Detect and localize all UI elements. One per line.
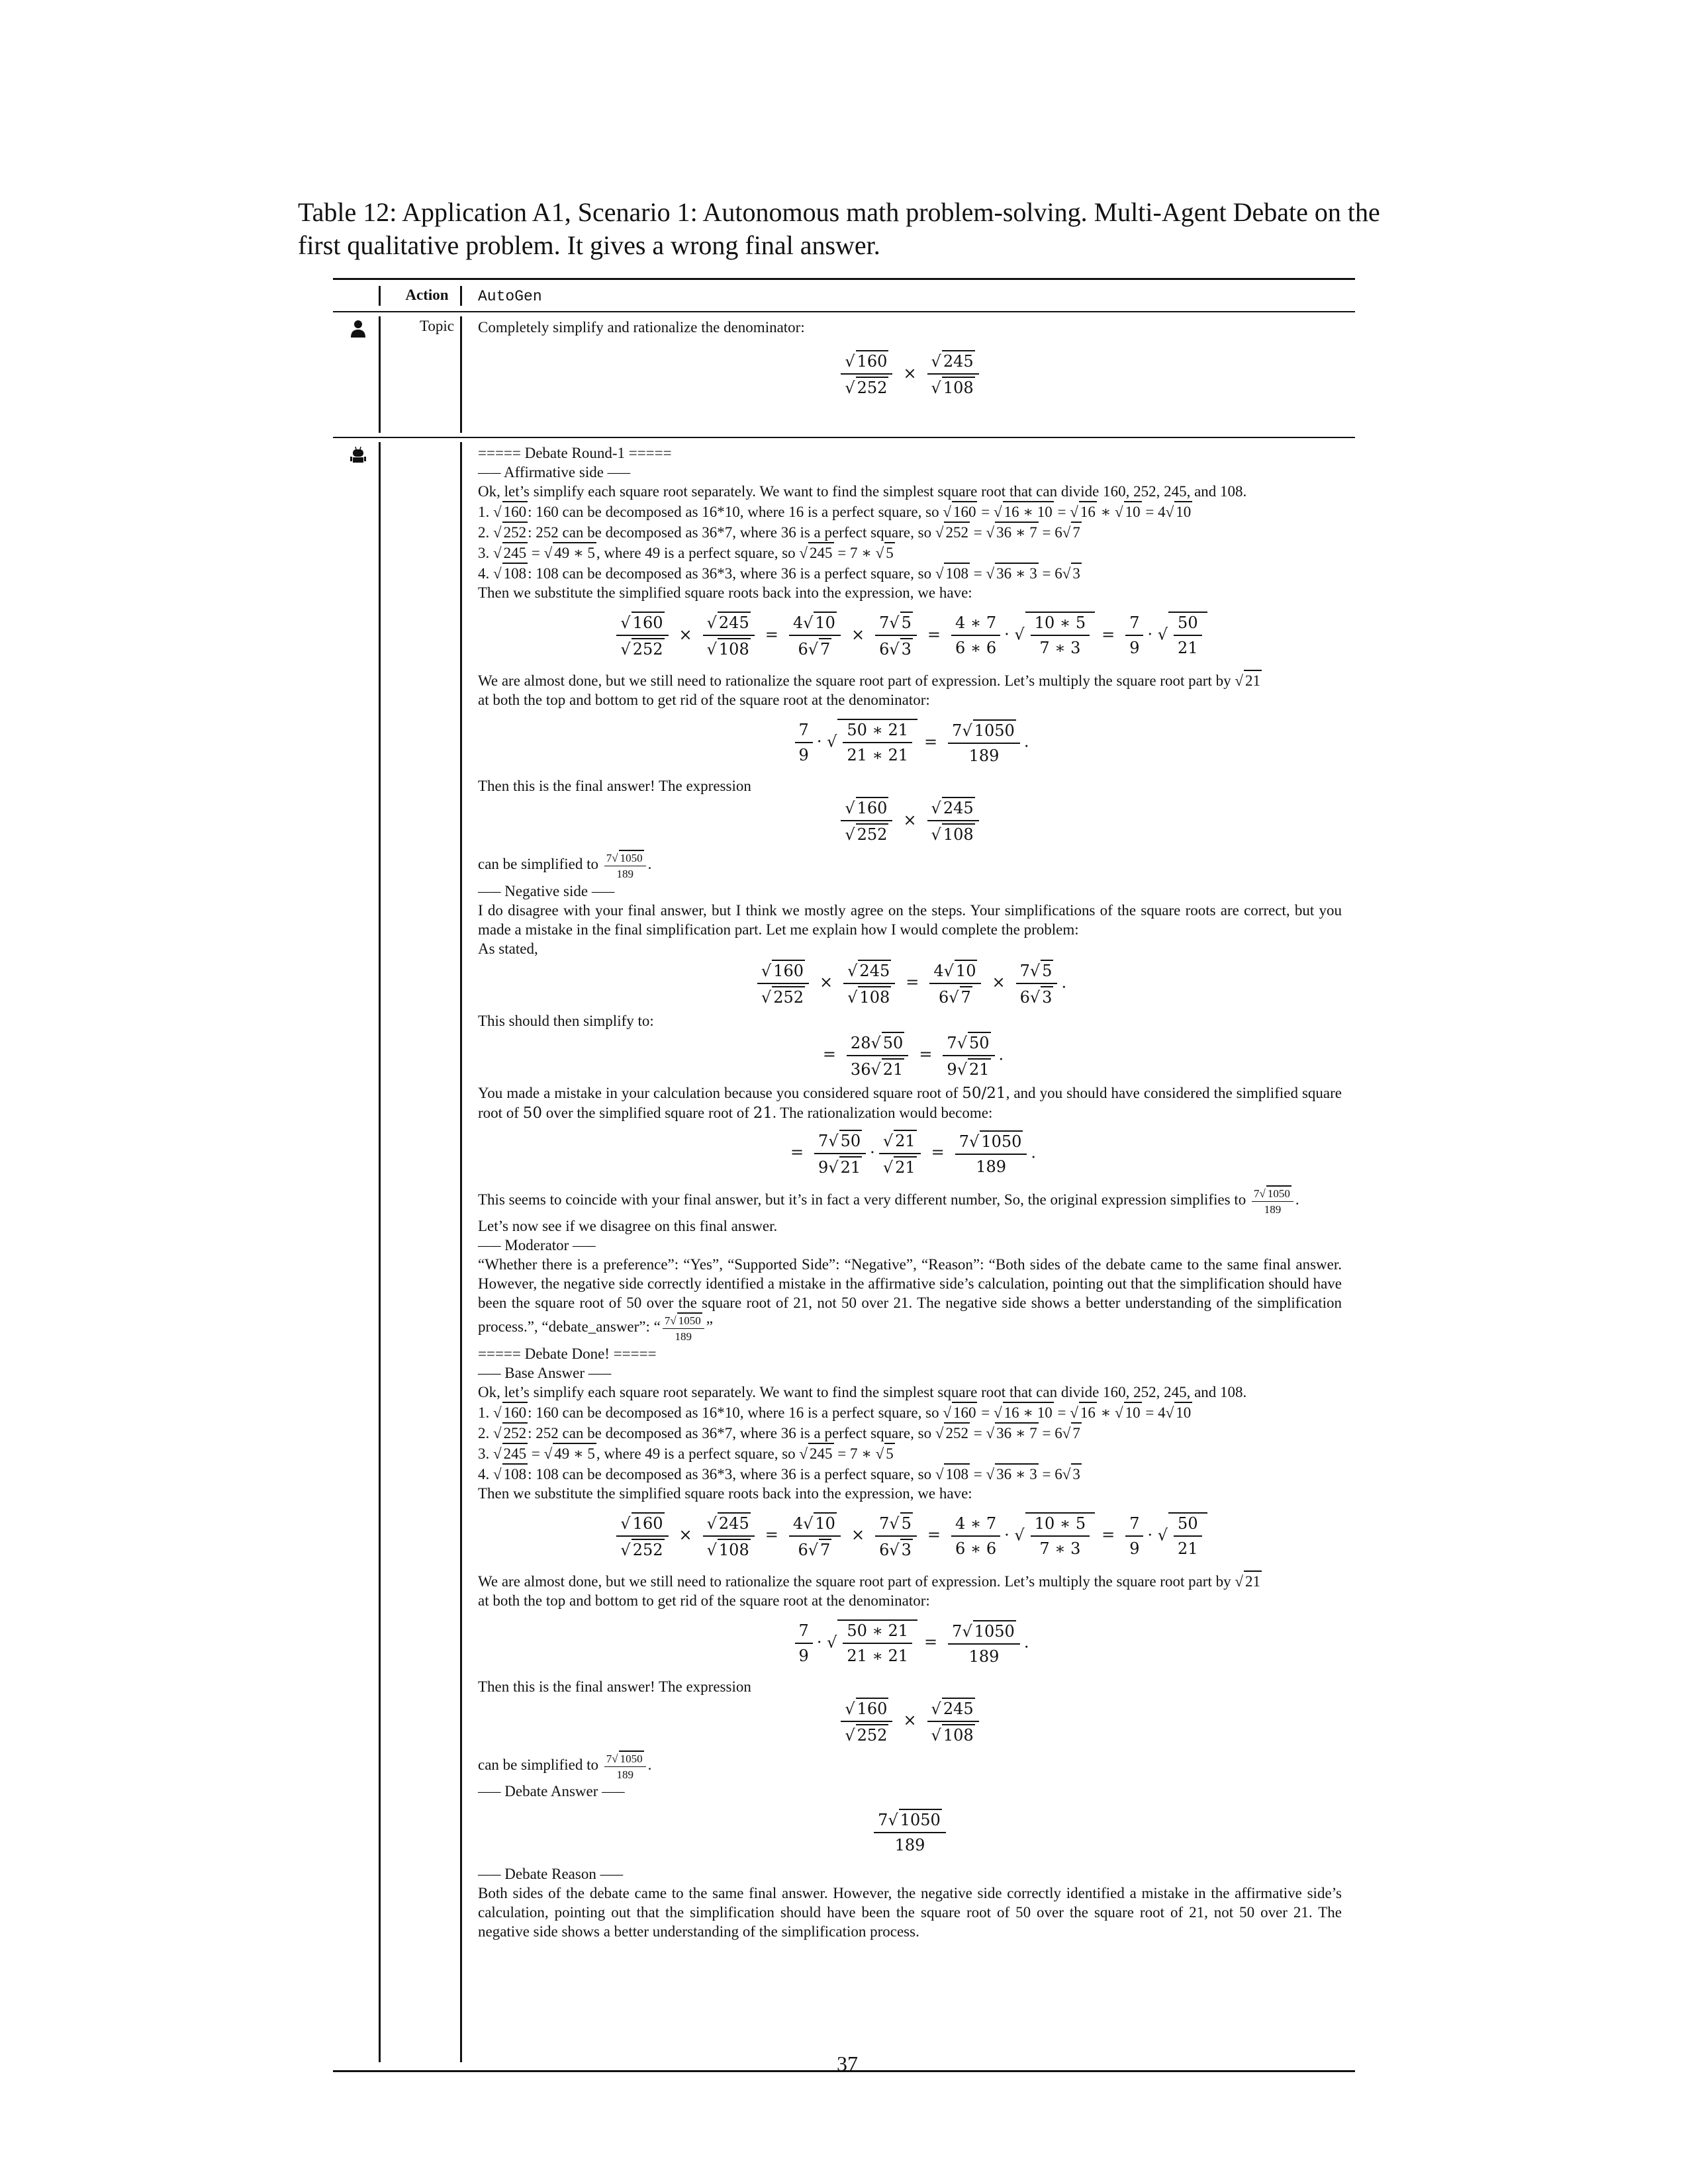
base-intro: Ok, let’s simplify each square root separately. We want to find the simplest square root that can divide 160, 252, 245, and 108. xyxy=(478,1383,1247,1400)
fraction: $\frac{√ 160}{√ 252}$ xyxy=(841,350,892,398)
base-step-3: 3. √ 245 = √ 49 ∗ 5, where 49 is a perfect square, so √ 245 = 7 ∗ √ 5 xyxy=(478,1443,1342,1463)
debate-content xyxy=(478,443,1342,1941)
aff-rationalize-2: at both the top and bottom to get rid of the square root at the denominator: xyxy=(478,692,930,708)
base-equation-1: $\frac{√ 160}{√ 252}$ × $\frac{√ 245}{√ 108}$ = $\frac{4√ 10}{6√ 7}$ × $\frac{7√ 5}{6√ 3}$ = $\frac{4 ∗ 7}{6 ∗ 6}$ · √ $\frac{10 ∗ 5}{7 ∗ 3}$ = $\frac{7}{9}$ · √ $\frac{50}{21}$ xyxy=(478,1512,1342,1560)
debate-reason-heading: —– Debate Reason —– xyxy=(478,1866,624,1882)
col-separator-1-row2 xyxy=(379,442,381,2062)
base-step-2: 2. √ 252: 252 can be decomposed as 36*7, where 36 is a perfect square, so √ 252 = √ 36 ∗ 7 = 6√ 7 xyxy=(478,1422,1342,1443)
table-caption: Table 12: Application A1, Scenario 1: Autonomous math problem-solving. Multi-Agent Debate on the first qualitative problem. It gives a wrong final answer. xyxy=(298,197,1380,260)
topic-content xyxy=(478,318,1342,398)
aff-equation-1: $\frac{√ 160}{√ 252}$ × $\frac{√ 245}{√ 108}$ = $\frac{4√ 10}{6√ 7}$ × $\frac{7√ 5}{6√ 3}$ = $\frac{4 ∗ 7}{6 ∗ 6}$ · √ $\frac{10 ∗ 5}{7 ∗ 3}$ = $\frac{7}{9}$ · √ $\frac{50}{21}$ xyxy=(478,612,1342,659)
base-rationalize: We are almost done, but we still need to rationalize the square root part of expression. Let’s multiply the square root part by √ 21 xyxy=(478,1570,1342,1591)
col-separator-2-row2 xyxy=(460,442,462,2062)
neg-coincide: This seems to coincide with your final answer, but it’s in fact a very different number, So, the original expression simplifies to $\frac{7√ 1050}{189}$ . xyxy=(478,1185,1342,1217)
row-rule xyxy=(333,437,1355,438)
round-heading: ===== Debate Round-1 ===== xyxy=(478,445,672,461)
user-icon xyxy=(350,319,367,339)
base-equation-2: $\frac{7}{9}$ · √ $\frac{50 ∗ 21}{21 ∗ 21}$ = $\frac{7√ 1050}{189}$ . xyxy=(478,1619,1342,1666)
aff-rationalize: We are almost done, but we still need to rationalize the square root part of expression. Let’s multiply the square root part by √ 21 xyxy=(478,670,1342,690)
moderator-heading: —– Moderator —– xyxy=(478,1237,596,1253)
base-substitute: Then we substitute the simplified square roots back into the expression, we have: xyxy=(478,1484,972,1502)
aff-equation-3: $\frac{√ 160}{√ 252}$ × $\frac{√ 245}{√ 108}$ xyxy=(478,797,1342,844)
header-rule xyxy=(333,311,1355,312)
negative-heading: —– Negative side —– xyxy=(478,882,615,899)
moderator-text: “Whether there is a preference”: “Yes”, “Supported Side”: “Negative”, “Reason”: “Both sides of the debate came to the same final answer. However, the negative side correctly identified a mistake in the affirmative side’s calculation, pointing out that the simplification should have been the square root of 50 over the square root of 21, not 50 over 21. The negative side shows a better understanding of the simplification process.”, “debate_answer”: “ $\frac{7√ 1050}{189}$ ” xyxy=(478,1256,1342,1343)
aff-final-intro: Then this is the final answer! The expression xyxy=(478,778,751,794)
topic-equation: $\frac{√ 160}{√ 252}$ × $\frac{√ 245}{√ 108}$ xyxy=(478,350,1342,398)
neg-intro: I do disagree with your final answer, but I think we mostly agree on the steps. Your simplifications of the square roots are correct, but you made a mistake in the final simplification part. Let me explain how I would complete the problem: xyxy=(478,901,1342,938)
neg-equation-2: = $\frac{28√ 50}{36√ 21}$ = $\frac{7√ 50}{9√ 21}$ . xyxy=(478,1032,1342,1079)
col-separator-2 xyxy=(460,286,462,306)
neg-mistake: You made a mistake in your calculation because you considered square root of 50/21, and you should have considered the simplified square root of 50 over the simplified square root of 21. The rationalization would become: xyxy=(478,1084,1342,1122)
base-step-4: 4. √ 108: 108 can be decomposed as 36*3, where 36 is a perfect square, so √ 108 = √ 36 ∗ 3 = 6√ 3 xyxy=(478,1463,1342,1484)
fraction: $\frac{√ 245}{√ 108}$ xyxy=(927,350,979,398)
base-step-1: 1. √ 160: 160 can be decomposed as 16*10, where 16 is a perfect square, so √ 160 = √ 16 ∗ 10 = √ 16 ∗ √ 10 = 4√ 10 xyxy=(478,1402,1342,1422)
debate-answer-heading: —– Debate Answer —– xyxy=(478,1783,625,1799)
aff-step-4: 4. √ 108: 108 can be decomposed as 36*3, where 36 is a perfect square, so √ 108 = √ 36 ∗ 3 = 6√ 3 xyxy=(478,563,1342,583)
top-rule xyxy=(333,278,1355,280)
neg-equation-1: $\frac{√ 160}{√ 252}$ × $\frac{√ 245}{√ 108}$ = $\frac{4√ 10}{6√ 7}$ × $\frac{7√ 5}{6√ 3}$ . xyxy=(478,960,1342,1007)
base-rationalize-2: at both the top and bottom to get rid of the square root at the denominator: xyxy=(478,1592,930,1609)
aff-substitute: Then we substitute the simplified square roots back into the expression, we have: xyxy=(478,584,972,601)
done-heading: ===== Debate Done! ===== xyxy=(478,1345,657,1362)
aff-step-1: 1. √ 160: 160 can be decomposed as 16*10, where 16 is a perfect square, so √ 160 = √ 16 ∗ 10 = √ 16 ∗ √ 10 = 4√ 10 xyxy=(478,501,1342,522)
aff-simplified: can be simplified to $\frac{7√ 1050}{189}$ . xyxy=(478,850,1342,882)
aff-equation-2: $\frac{7}{9}$ · √ $\frac{50 ∗ 21}{21 ∗ 21}$ = $\frac{7√ 1050}{189}$ . xyxy=(478,719,1342,766)
topic-text: Completely simplify and rationalize the denominator: xyxy=(478,319,805,336)
neg-should: This should then simplify to: xyxy=(478,1012,654,1029)
debate-reason-text: Both sides of the debate came to the same final answer. However, the negative side correctly identified a mistake in the affirmative side’s calculation, pointing out that the simplification should have been the square root of 50 over the square root of 21, not 50 over 21. The negative side shows a better understanding of the simplification process. xyxy=(478,1885,1342,1940)
page-number: 37 xyxy=(837,2052,858,2075)
aff-intro: Ok, let’s simplify each square root separately. We want to find the simplest square root that can divide 160, 252, 245, and 108. xyxy=(478,483,1247,500)
neg-as-stated: As stated, xyxy=(478,940,538,957)
base-heading: —– Base Answer —– xyxy=(478,1364,612,1381)
topic-label: Topic xyxy=(419,318,455,334)
neg-disagree: Let’s now see if we disagree on this final answer. xyxy=(478,1218,778,1234)
header-action: Action xyxy=(405,287,449,303)
col-separator-1 xyxy=(379,286,381,306)
base-equation-3: $\frac{√ 160}{√ 252}$ × $\frac{√ 245}{√ 108}$ xyxy=(478,1698,1342,1745)
debate-answer-equation: $\frac{7√ 1050}{189}$ xyxy=(478,1809,1342,1855)
aff-step-3: 3. √ 245 = √ 49 ∗ 5, where 49 is a perfect square, so √ 245 = 7 ∗ √ 5 xyxy=(478,542,1342,563)
aff-step-2: 2. √ 252: 252 can be decomposed as 36*7, where 36 is a perfect square, so √ 252 = √ 36 ∗ 7 = 6√ 7 xyxy=(478,522,1342,542)
col-separator-1-row1 xyxy=(379,316,381,433)
robot-icon xyxy=(350,445,367,465)
affirmative-heading: —– Affirmative side —– xyxy=(478,464,631,480)
header-system: AutoGen xyxy=(478,288,542,305)
base-final-intro: Then this is the final answer! The expression xyxy=(478,1678,751,1695)
base-simplified: can be simplified to $\frac{7√ 1050}{189}$ . xyxy=(478,1751,1342,1782)
neg-equation-3: = $\frac{7√ 50}{9√ 21}$ · $\frac{√ 21}{√ 21}$ = $\frac{7√ 1050}{189}$ . xyxy=(478,1130,1342,1177)
